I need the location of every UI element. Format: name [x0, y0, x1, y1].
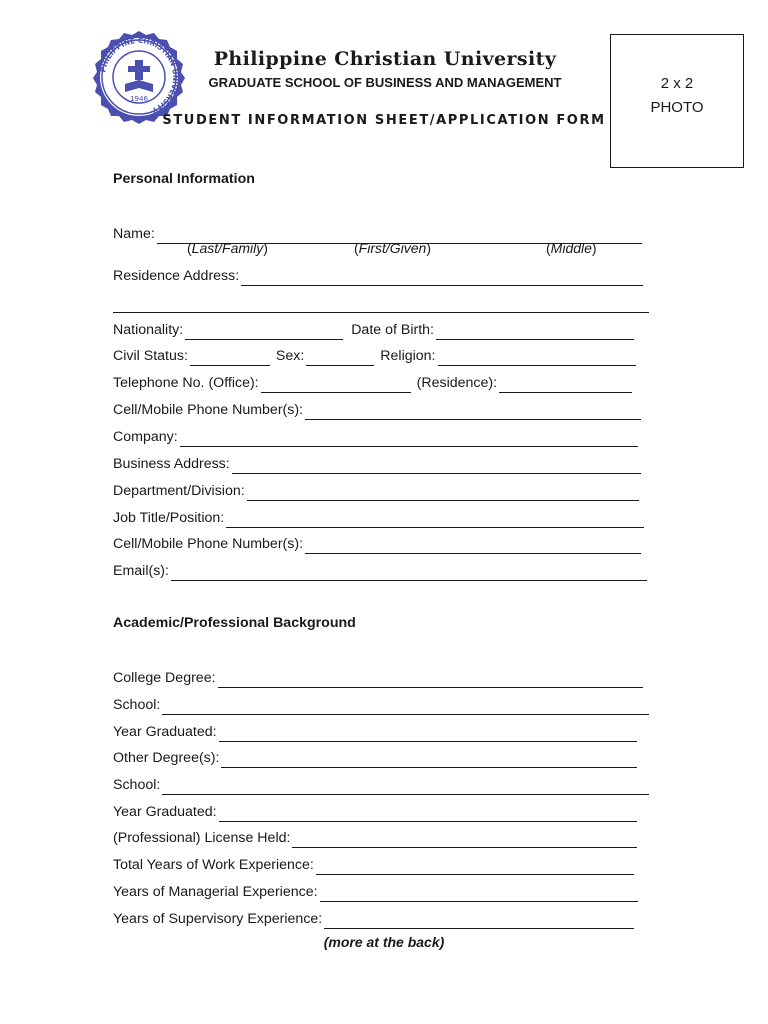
business-address-label: Business Address: — [113, 456, 230, 472]
company-input-line[interactable] — [180, 432, 638, 447]
license-input-line[interactable] — [292, 833, 637, 848]
department-row — [113, 481, 639, 501]
email-input-line[interactable] — [171, 566, 647, 581]
university-name: Philippine Christian University — [213, 48, 557, 70]
tel-residence-input-line[interactable] — [499, 378, 632, 393]
school-input-line-2[interactable] — [162, 780, 649, 795]
sex-input-line[interactable] — [306, 351, 374, 366]
university-seal-logo — [92, 30, 186, 124]
year-graduated-input-line-2[interactable] — [219, 807, 637, 822]
name-sub-middle: (Middle) — [546, 240, 597, 256]
year-graduated-label-1: Year Graduated: — [113, 724, 217, 740]
email-label: Email(s): — [113, 563, 169, 579]
civil-status-label: Civil Status: — [113, 348, 188, 364]
school-label-1: School: — [113, 697, 161, 713]
residence-input-line-2[interactable] — [113, 298, 649, 313]
supervisory-experience-input-line[interactable] — [324, 914, 634, 929]
nationality-row — [113, 320, 634, 340]
photo-box — [610, 34, 744, 168]
job-title-row — [113, 508, 644, 528]
school-label-2: School: — [113, 777, 161, 793]
civil-status-row — [113, 346, 636, 366]
department-label: Department/Division: — [113, 483, 245, 499]
tel-residence-label: (Residence): — [416, 375, 498, 391]
nationality-input-line[interactable] — [185, 325, 343, 340]
managerial-experience-input-line[interactable] — [320, 887, 638, 902]
more-at-back-note: (more at the back) — [323, 934, 445, 950]
license-row — [113, 828, 637, 848]
school-input-line-1[interactable] — [162, 700, 649, 715]
other-degree-input-line[interactable] — [221, 753, 637, 768]
total-experience-label: Total Years of Work Experience: — [113, 857, 314, 873]
section-heading-personal: Personal Information — [113, 171, 255, 187]
company-label: Company: — [113, 429, 178, 445]
cell-phone-label-1: Cell/Mobile Phone Number(s): — [113, 402, 304, 418]
managerial-experience-label: Years of Managerial Experience: — [113, 884, 318, 900]
school-row-1 — [113, 695, 649, 715]
religion-input-line[interactable] — [438, 351, 636, 366]
residence-label: Residence Address: — [113, 268, 240, 284]
other-degree-label: Other Degree(s): — [113, 750, 220, 766]
total-experience-input-line[interactable] — [316, 860, 634, 875]
cell-phone-label-2: Cell/Mobile Phone Number(s): — [113, 536, 304, 552]
supervisory-experience-row — [113, 909, 634, 929]
sex-label: Sex: — [275, 348, 305, 364]
business-address-row — [113, 454, 641, 474]
total-experience-row — [113, 855, 634, 875]
school-row-2 — [113, 775, 649, 795]
dob-input-line[interactable] — [436, 325, 634, 340]
school-name: GRADUATE SCHOOL OF BUSINESS AND MANAGEMENT — [208, 75, 562, 90]
tel-office-input-line[interactable] — [261, 378, 411, 393]
tel-office-label: Telephone No. (Office): — [113, 375, 259, 391]
year-graduated-row-2 — [113, 802, 637, 822]
residence-input-line[interactable] — [241, 271, 643, 286]
college-degree-row — [113, 668, 643, 688]
religion-label: Religion: — [380, 348, 436, 364]
svg-text:PHILIPPINE CHRISTIAN UNIVERSIT: PHILIPPINE CHRISTIAN UNIVERSITY — [98, 35, 181, 116]
company-row — [113, 427, 638, 447]
job-title-label: Job Title/Position: — [113, 510, 225, 526]
other-degree-row — [113, 748, 637, 768]
cell-phone-input-line-2[interactable] — [305, 539, 641, 554]
college-degree-input-line[interactable] — [218, 673, 643, 688]
residence-field-row — [113, 266, 643, 286]
managerial-experience-row — [113, 882, 638, 902]
email-row — [113, 561, 647, 581]
telephone-row — [113, 373, 632, 393]
dob-label: Date of Birth: — [351, 322, 434, 338]
name-label: Name: — [113, 226, 155, 242]
nationality-label: Nationality: — [113, 322, 184, 338]
photo-size-label: 2 x 2 — [660, 75, 694, 92]
cell-phone-row-1 — [113, 400, 641, 420]
supervisory-experience-label: Years of Supervisory Experience: — [113, 911, 323, 927]
svg-text:1946: 1946 — [130, 95, 148, 103]
business-address-input-line[interactable] — [232, 459, 641, 474]
section-heading-academic: Academic/Professional Background — [113, 615, 356, 631]
name-sub-first: (First/Given) — [354, 240, 432, 256]
job-title-input-line[interactable] — [226, 513, 644, 528]
license-label: (Professional) License Held: — [113, 830, 291, 846]
year-graduated-label-2: Year Graduated: — [113, 804, 217, 820]
cell-phone-input-line-1[interactable] — [305, 405, 641, 420]
year-graduated-input-line-1[interactable] — [219, 727, 637, 742]
residence-continuation-row — [113, 293, 649, 313]
year-graduated-row-1 — [113, 722, 637, 742]
photo-label: PHOTO — [650, 99, 704, 116]
form-title: STUDENT INFORMATION SHEET/APPLICATION FORM — [162, 113, 606, 128]
college-degree-label: College Degree: — [113, 670, 216, 686]
name-sub-last: (Last/Family) — [187, 240, 268, 256]
department-input-line[interactable] — [247, 486, 639, 501]
cell-phone-row-2 — [113, 534, 641, 554]
civil-status-input-line[interactable] — [190, 351, 270, 366]
